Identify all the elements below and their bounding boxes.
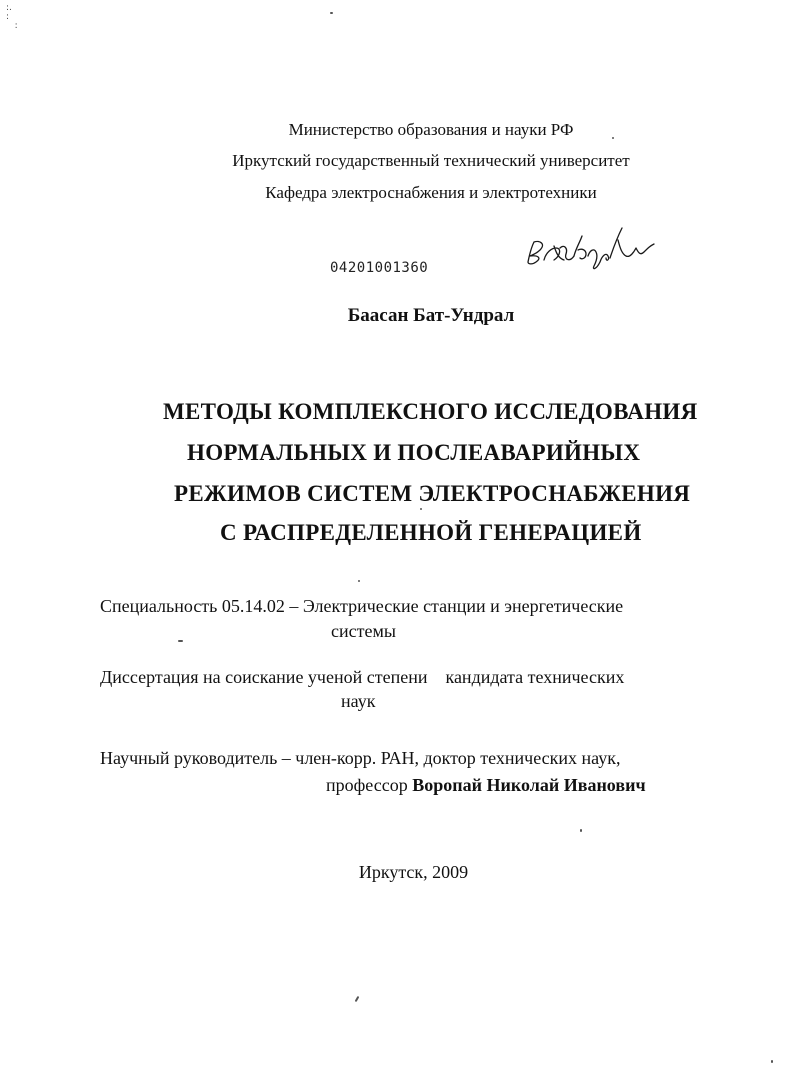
university-line: Иркутский государственный технический университет <box>232 151 630 170</box>
scan-speck <box>358 580 360 582</box>
title-line-1: МЕТОДЫ КОМПЛЕКСНОГО ИССЛЕДОВАНИЯ <box>163 399 698 424</box>
scan-speck <box>178 640 183 642</box>
scan-speck <box>420 508 422 510</box>
scan-speck <box>771 1060 773 1063</box>
scan-speck <box>330 12 333 14</box>
scan-speck <box>355 996 360 1002</box>
title-line-4: С РАСПРЕДЕЛЕННОЙ ГЕНЕРАЦИЕЙ <box>220 520 642 545</box>
ministry-line: Министерство образования и науки РФ <box>288 120 574 139</box>
supervisor-line: Научный руководитель – член-корр. РАН, доктор технических наук, <box>100 748 621 768</box>
dissertation-line: Диссертация на соискание ученой степени кандидата технических <box>100 667 625 687</box>
specialty-line: Специальность 05.14.02 – Электрические станции и энергетические <box>100 596 624 616</box>
specialty-continuation: системы <box>331 621 396 641</box>
author-name: Баасан Бат-Ундрал <box>347 305 515 326</box>
supervisor-name: Воропай Николай Иванович <box>412 775 646 795</box>
department-line: Кафедра электроснабжения и электротехники <box>265 183 597 202</box>
scan-artifact-corner: :. : : <box>6 3 18 31</box>
handwritten-signature <box>522 222 657 274</box>
scan-speck <box>580 829 582 832</box>
supervisor-continuation <box>326 775 646 796</box>
registration-code: 04201001360 <box>330 260 429 276</box>
dissertation-continuation: наук <box>341 691 376 711</box>
place-and-year: Иркутск, 2009 <box>358 862 469 882</box>
title-line-2: НОРМАЛЬНЫХ И ПОСЛЕАВАРИЙНЫХ <box>187 440 641 465</box>
supervisor-title: профессор <box>326 775 413 795</box>
title-line-3: РЕЖИМОВ СИСТЕМ ЭЛЕКТРОСНАБЖЕНИЯ <box>174 481 691 506</box>
